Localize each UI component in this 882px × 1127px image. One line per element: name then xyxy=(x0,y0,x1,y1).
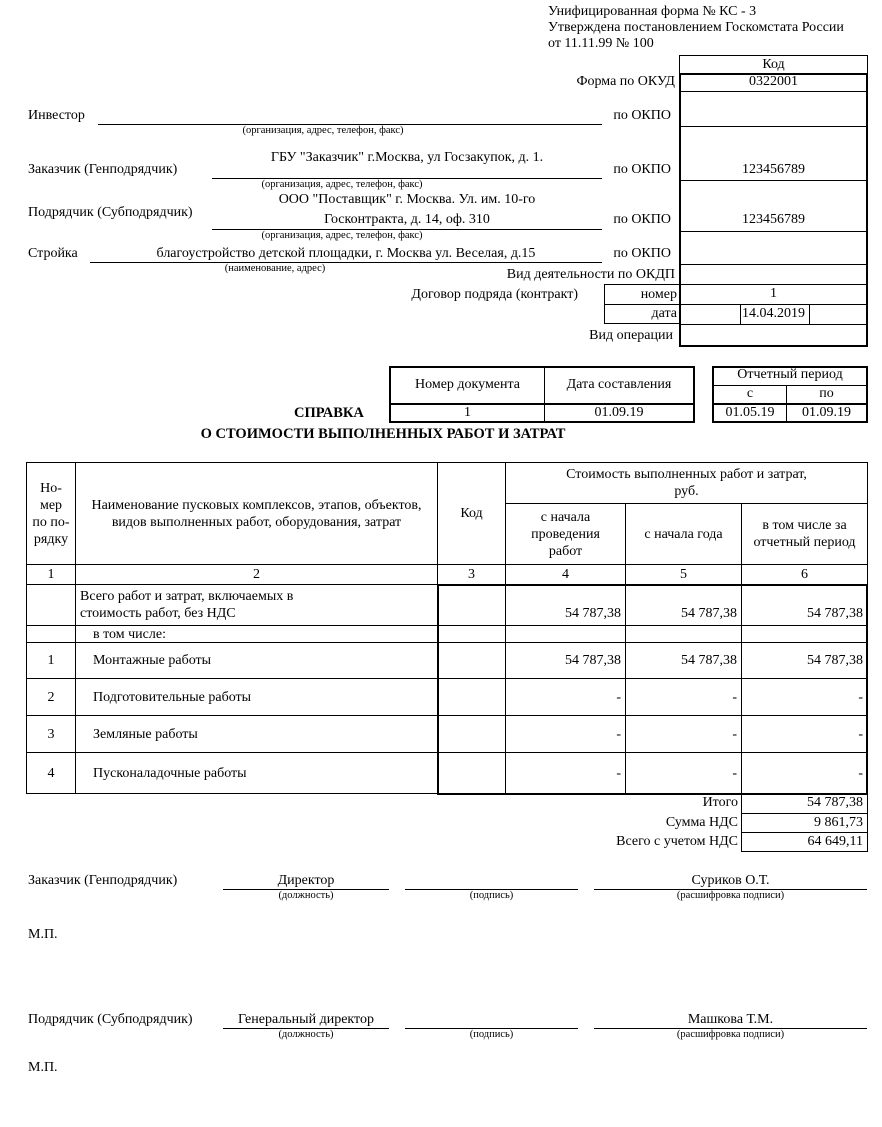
contractor-signature-hint: (подпись) xyxy=(469,1029,514,1040)
customer-value: ГБУ "Заказчик" г.Москва, ул Госзакупок, д. 1. xyxy=(270,150,544,165)
customer-name-hint: (расшифровка подписи) xyxy=(676,890,785,901)
customer-signature-label: Заказчик (Генподрядчик) xyxy=(28,873,178,888)
contractor-name: Машкова Т.М. xyxy=(687,1012,774,1027)
period-header: Отчетный период xyxy=(737,367,843,382)
itogo-label: Итого xyxy=(702,795,738,810)
including-label xyxy=(75,625,438,643)
contractor-position-hint: (должность) xyxy=(278,1029,334,1040)
site-value: благоустройство детской площадки, г. Москва ул. Веселая, д.15 xyxy=(156,246,536,261)
document-subtitle: О СТОИМОСТИ ВЫПОЛНЕННЫХ РАБОТ И ЗАТРАТ xyxy=(200,426,566,442)
form-type-line: Унифицированная форма № КС - 3 xyxy=(548,4,757,19)
row-4-v1: - xyxy=(505,752,626,794)
contractor-position: Генеральный директор xyxy=(238,1012,374,1027)
customer-okpo-label: по ОКПО xyxy=(613,162,671,177)
th-number xyxy=(26,462,76,565)
contractor-okpo: 123456789 xyxy=(742,212,805,227)
contractor-value-2: Госконтракта, д. 14, оф. 310 xyxy=(324,212,490,227)
data-area-frame xyxy=(437,584,868,795)
row-4-num: 4 xyxy=(26,752,76,794)
row-3-num: 3 xyxy=(26,715,76,753)
row-2-v3: - xyxy=(741,678,868,716)
contractor-hint: (организация, адрес, телефон, факс) xyxy=(261,230,423,241)
customer-okpo: 123456789 xyxy=(742,162,805,177)
th-cost xyxy=(505,462,868,504)
doc-number-header: Номер документа xyxy=(414,377,521,392)
including-text: в том числе: xyxy=(93,626,166,642)
total-num xyxy=(26,584,76,626)
row-2-v2: - xyxy=(625,678,742,716)
row-4-v3: - xyxy=(741,752,868,794)
row-4-v2: - xyxy=(625,752,742,794)
row-2-v1: - xyxy=(505,678,626,716)
th-name xyxy=(75,462,438,565)
investor-label: Инвестор xyxy=(28,108,85,123)
th-period-text: в том числе за отчетный период xyxy=(753,518,856,550)
grand-total-label: Всего с учетом НДС xyxy=(616,834,738,849)
row-1-name-text: Монтажные работы xyxy=(93,653,212,668)
customer-position: Директор xyxy=(277,873,335,888)
row-1-v3: 54 787,38 xyxy=(741,642,868,679)
row-3-v3: - xyxy=(741,715,868,753)
contract-number: 1 xyxy=(770,286,777,301)
total-label xyxy=(75,584,438,626)
contractor-label: Подрядчик (Субподрядчик) xyxy=(28,205,193,220)
col-num-4: 4 xyxy=(505,564,626,585)
approval-line: Утверждена постановлением Госкомстата России xyxy=(548,20,844,35)
itogo-value: 54 787,38 xyxy=(807,795,863,810)
including-num xyxy=(26,625,76,643)
row-1-name xyxy=(75,642,438,679)
customer-signature-hint: (подпись) xyxy=(469,890,514,901)
site-hint: (наименование, адрес) xyxy=(224,263,326,274)
contractor-stamp: М.П. xyxy=(28,1060,58,1075)
customer-position-hint: (должность) xyxy=(278,890,334,901)
th-code xyxy=(437,462,506,565)
col-num-6: 6 xyxy=(741,564,868,585)
contractor-value-1: ООО "Поставщик" г. Москва. Ул. им. 10-го xyxy=(278,192,536,207)
vat-value: 9 861,73 xyxy=(814,815,863,830)
operation-label: Вид операции xyxy=(589,328,673,343)
customer-stamp: М.П. xyxy=(28,927,58,942)
period-from: 01.05.19 xyxy=(725,405,775,420)
row-3-v2: - xyxy=(625,715,742,753)
okdp-label: Вид деятельности по ОКДП xyxy=(506,267,675,282)
total-period: 54 787,38 xyxy=(741,584,868,626)
row-2-name xyxy=(75,678,438,716)
doc-date: 01.09.19 xyxy=(594,405,644,420)
contract-label: Договор подряда (контракт) xyxy=(411,287,578,302)
contractor-signature-label: Подрядчик (Субподрядчик) xyxy=(28,1012,193,1027)
col-num-5: 5 xyxy=(625,564,742,585)
th-code-text: Код xyxy=(460,506,483,521)
row-1-v1: 54 787,38 xyxy=(505,642,626,679)
contract-date: 14.04.2019 xyxy=(742,306,805,321)
row-1-num: 1 xyxy=(26,642,76,679)
th-name-text: Наименование пусковых комплексов, этапов, объектов, видов выполненных работ, оборудования, затрат xyxy=(91,497,422,530)
customer-name: Суриков О.Т. xyxy=(691,873,770,888)
investor-okpo-label: по ОКПО xyxy=(613,108,671,123)
total-from-year: 54 787,38 xyxy=(625,584,742,626)
code-header: Код xyxy=(762,57,785,72)
th-from-start xyxy=(505,503,626,565)
document-title: СПРАВКА xyxy=(294,405,364,421)
doc-date-header: Дата составления xyxy=(566,377,672,392)
row-4-name xyxy=(75,752,438,794)
th-from-start-text: с начала проведения работ xyxy=(531,509,600,559)
investor-hint: (организация, адрес, телефон, факс) xyxy=(242,125,404,136)
customer-hint: (организация, адрес, телефон, факс) xyxy=(261,179,423,190)
row-2-name-text: Подготовительные работы xyxy=(93,689,252,705)
contractor-okpo-label: по ОКПО xyxy=(613,212,671,227)
customer-label: Заказчик (Генподрядчик) xyxy=(28,162,178,177)
doc-number: 1 xyxy=(464,405,471,420)
col-num-1: 1 xyxy=(26,564,76,585)
row-3-v1: - xyxy=(505,715,626,753)
vat-label: Сумма НДС xyxy=(665,815,738,830)
approval-date-line: от 11.11.99 № 100 xyxy=(548,36,654,51)
period-to: 01.09.19 xyxy=(802,405,851,420)
th-from-year-text: с начала года xyxy=(644,526,723,542)
grand-total-value: 64 649,11 xyxy=(807,834,863,849)
total-label-line2: стоимость работ, без НДС xyxy=(80,606,236,621)
row-3-name xyxy=(75,715,438,753)
row-4-name-text: Пусконаладочные работы xyxy=(93,765,247,781)
code-header-cell xyxy=(679,55,868,73)
col-num-2: 2 xyxy=(75,564,438,585)
site-label: Стройка xyxy=(28,246,78,261)
th-period xyxy=(741,503,868,565)
site-okpo-label: по ОКПО xyxy=(613,246,671,261)
total-label-line1: Всего работ и затрат, включаемых в xyxy=(80,589,294,604)
period-from-label: с xyxy=(746,386,754,401)
row-1-v2: 54 787,38 xyxy=(625,642,742,679)
th-from-year xyxy=(625,503,742,565)
th-number-text: Но- мер по по- рядку xyxy=(32,480,70,547)
okud-label: Форма по ОКУД xyxy=(576,74,675,89)
total-from-start: 54 787,38 xyxy=(505,584,626,626)
contractor-name-hint: (расшифровка подписи) xyxy=(676,1029,785,1040)
okud-value: 0322001 xyxy=(749,74,798,89)
th-cost-text: Стоимость выполненных работ и затрат, руб. xyxy=(566,467,807,499)
col-num-3: 3 xyxy=(437,564,506,585)
row-3-name-text: Земляные работы xyxy=(93,726,198,742)
contract-number-label: номер xyxy=(640,287,677,302)
contract-date-label: дата xyxy=(651,306,677,321)
period-to-label: по xyxy=(819,386,834,401)
row-2-num: 2 xyxy=(26,678,76,716)
